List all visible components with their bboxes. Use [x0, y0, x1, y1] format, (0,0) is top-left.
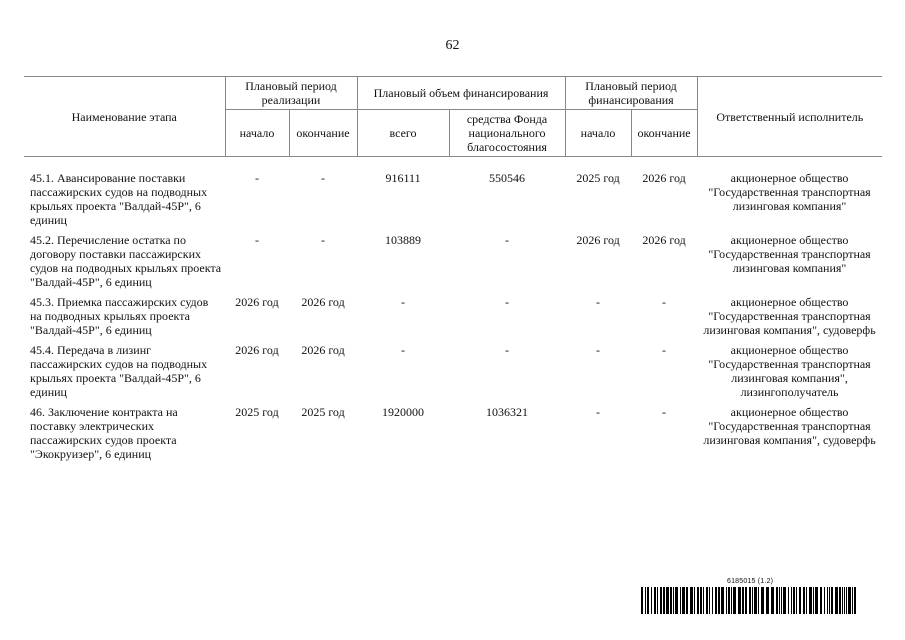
cell-nwf: - [505, 295, 510, 309]
cell-nwf: 1036321 [486, 405, 529, 419]
cell-fin-start: - [596, 295, 601, 309]
cell-real-start: 2025 год [235, 405, 279, 419]
header-stage-name: Наименование этапа [24, 77, 225, 157]
cell-nwf: - [505, 233, 510, 247]
cell-total: 1920000 [382, 405, 425, 419]
table-row [24, 157, 882, 234]
header-fin-end: окончание [631, 110, 697, 157]
cell-nwf: 550546 [489, 171, 526, 185]
cell-real-end: - [321, 233, 325, 247]
cell-responsible: акционерное общество "Государственная транспортная лизинговая компания", судоверфь [703, 295, 876, 337]
header-planned-funding-volume: Плановый объем финансирования [357, 77, 565, 110]
cell-responsible: акционерное общество "Государственная транспортная лизинговая компания", лизингополучатель [708, 343, 871, 399]
cell-stage: 45.1. Авансирование поставки пассажирских судов на подводных крыльях проекта "Валдай-45Р", 6 единиц [30, 171, 208, 227]
header-planned-period-funding: Плановый период финансирования [565, 77, 697, 110]
cell-total: - [401, 295, 406, 309]
cell-responsible: акционерное общество "Государственная транспортная лизинговая компания", судоверфь [703, 405, 876, 447]
header-responsible: Ответственный исполнитель [697, 77, 882, 157]
cell-stage: 45.4. Передача в лизинг пассажирских судов на подводных крыльях проекта "Валдай-45Р", 6 единиц [30, 343, 208, 399]
cell-total: - [401, 343, 406, 357]
table-row [24, 233, 882, 295]
header-nwf-funds: средства Фонда национального благосостояния [449, 110, 565, 157]
header-row-1 [24, 77, 882, 110]
cell-fin-start: 2026 год [576, 233, 620, 247]
cell-fin-start: 2025 год [576, 171, 620, 185]
cell-stage: 46. Заключение контракта на поставку электрических пассажирских судов проекта "Экокруизер", 6 единиц [30, 405, 178, 461]
cell-real-end: 2025 год [301, 405, 345, 419]
header-planned-period-realization: Плановый период реализации [225, 77, 357, 110]
cell-fin-start: - [596, 405, 601, 419]
header-real-end: окончание [289, 110, 357, 157]
barcode-image [641, 587, 857, 614]
page-number: 62 [445, 38, 460, 53]
header-total: всего [357, 110, 449, 157]
cell-fin-end: 2026 год [642, 233, 686, 247]
cell-fin-end: - [662, 405, 667, 419]
cell-real-end: - [321, 171, 325, 185]
header-fin-start: начало [565, 110, 631, 157]
financing-table [24, 76, 882, 467]
cell-nwf: - [505, 343, 510, 357]
cell-fin-end: 2026 год [642, 171, 686, 185]
cell-responsible: акционерное общество "Государственная транспортная лизинговая компания" [708, 171, 871, 213]
cell-total: 916111 [385, 171, 421, 185]
barcode-label: 6185015 (1.2) [727, 578, 774, 585]
table-row [24, 343, 882, 405]
barcode-block [641, 578, 857, 614]
cell-responsible: акционерное общество "Государственная транспортная лизинговая компания" [708, 233, 871, 275]
cell-fin-start: - [596, 343, 601, 357]
cell-real-end: 2026 год [301, 343, 345, 357]
cell-real-end: 2026 год [301, 295, 345, 309]
cell-real-start: - [255, 233, 259, 247]
cell-stage: 45.3. Приемка пассажирских судов на подводных крыльях проекта "Валдай-45Р", 6 единиц [30, 295, 209, 337]
cell-stage: 45.2. Перечисление остатка по договору поставки пассажирских судов на подводных крыльях проекта "Валдай-45Р", 6 единиц [30, 233, 222, 289]
cell-fin-end: - [662, 295, 667, 309]
cell-real-start: 2026 год [235, 295, 279, 309]
table-row [24, 295, 882, 343]
table-row [24, 405, 882, 467]
cell-real-start: 2026 год [235, 343, 279, 357]
cell-fin-end: - [662, 343, 667, 357]
cell-total: 103889 [385, 233, 422, 247]
cell-real-start: - [255, 171, 259, 185]
header-real-start: начало [225, 110, 289, 157]
